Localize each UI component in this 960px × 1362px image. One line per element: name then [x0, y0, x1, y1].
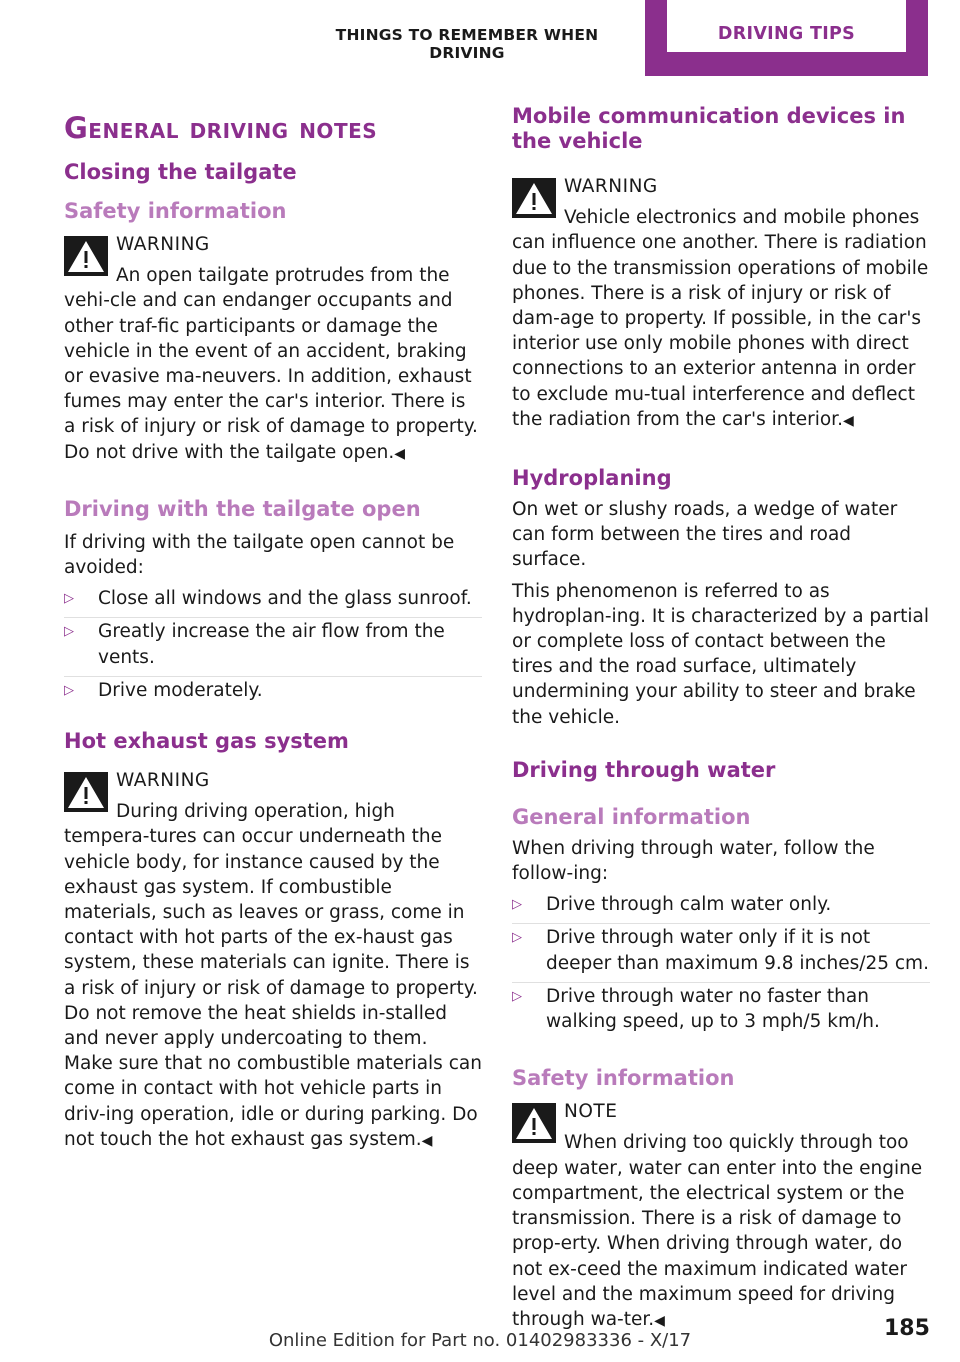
- running-header: THINGS TO REMEMBER WHEN DRIVING: [335, 26, 599, 62]
- list-item: ▷ Drive through calm water only.: [512, 892, 930, 924]
- tailgate-open-intro: If driving with the tailgate open cannot be avoided:: [64, 531, 455, 579]
- water-note: [512, 1099, 930, 1334]
- warning-label: WARNING: [564, 176, 658, 197]
- heading-water-general: General information: [512, 804, 751, 829]
- bullet-arrow: ▷: [512, 930, 522, 946]
- page-title: General driving notes: [64, 111, 378, 145]
- warning-label: WARNING: [116, 770, 210, 792]
- list-item: ▷ Close all windows and the glass sunroof.: [64, 586, 482, 618]
- exhaust-warning: [64, 768, 482, 1154]
- warning-icon: [64, 236, 108, 276]
- heading-closing-tailgate: Closing the tailgate: [64, 160, 297, 184]
- mobile-warning: [512, 174, 930, 434]
- end-mark: ◀: [654, 1312, 665, 1329]
- bullet-arrow: ▷: [64, 591, 74, 607]
- heading-tailgate-safety: Safety information: [64, 199, 287, 223]
- hydroplaning-p2: This phenomenon is referred to as hydroplan-ing. It is characterized by a partial or complete loss of contact between the tires and the road surface, ultimately undermining your ability to steer and brake the vehicle.: [512, 580, 929, 728]
- list-item: ▷ Drive moderately.: [64, 678, 482, 709]
- list-item: ▷ Drive through water no faster than walking speed, up to 3 mph/5 km/h.: [512, 985, 880, 1033]
- heading-water-safety: Safety information: [512, 1066, 735, 1091]
- warning-label: WARNING: [116, 234, 210, 255]
- heading-driving-water: Driving through water: [512, 757, 776, 782]
- water-intro: When driving through water, follow the follow-ing:: [512, 837, 875, 885]
- footer-edition: Online Edition for Part no. 01402983336 - X/17: [268, 1330, 692, 1351]
- bullet-arrow: ▷: [64, 682, 74, 698]
- warning-text: Vehicle electronics and mobile phones can influence one another. There is radiation due to the transmission operations of mobile phones. There is a risk of injury or risk of dam-age to property. If possible, in the car's interior use only mobile phones with direct connections to an exterior antenna in order to exclude mu-tual interference and deflect the radiation from the car's interior.: [512, 207, 929, 430]
- page-number: 185: [884, 1316, 930, 1341]
- warning-text: An open tailgate protrudes from the vehi-cle and can endanger occupants and other traf-fic participants or damage the vehicle in the event of an accident, braking or evasive ma-neuvers. In addition, exhaust fumes may enter the car's interior. There is a risk of injury or risk of damage to property. Do not drive with the tailgate open.: [64, 265, 478, 463]
- bullet-arrow: ▷: [512, 897, 522, 913]
- warning-icon: [64, 772, 108, 812]
- water-list: [512, 892, 930, 1040]
- end-mark: ◀: [842, 412, 854, 429]
- list-item: ▷ Drive through water only if it is not deeper than maximum 9.8 inches/25 cm.: [512, 925, 930, 982]
- heading-hydroplaning: Hydroplaning: [512, 466, 672, 491]
- hydroplaning-p1: On wet or slushy roads, a wedge of water can form between the tires and road surface.: [512, 499, 898, 571]
- chapter-tab-label: DRIVING TIPS: [667, 0, 906, 52]
- chapter-tab: [645, 0, 928, 76]
- heading-mobile-devices: Mobile communication devices in the vehicle: [512, 104, 906, 153]
- heading-hot-exhaust: Hot exhaust gas system: [64, 729, 349, 754]
- left-column: [64, 104, 482, 1164]
- end-mark: ◀: [421, 1132, 433, 1149]
- heading-tailgate-open: Driving with the tailgate open: [64, 496, 421, 521]
- end-mark: ◀: [394, 445, 405, 462]
- right-column: [512, 104, 930, 1344]
- tailgate-warning: [64, 232, 482, 467]
- warning-icon: [512, 1103, 556, 1143]
- bullet-arrow: ▷: [512, 988, 522, 1004]
- list-item: ▷ Greatly increase the air flow from the vents.: [64, 619, 482, 676]
- bullet-arrow: ▷: [64, 624, 74, 640]
- tailgate-open-list: [64, 586, 482, 709]
- warning-icon: [512, 178, 556, 218]
- note-label: NOTE: [564, 1101, 618, 1123]
- note-text: When driving too quickly through too deep water, water can enter into the engine compartment, the electrical system or the transmission. There is a risk of damage to prop-erty. When driving through water, do not ex-ceed the maximum indicated water level and the maximum speed for driving through wa-ter.: [512, 1132, 923, 1330]
- warning-text: During driving operation, high tempera-tures can occur underneath the vehicle body, for instance caused by the exhaust gas system. If combustible materials, such as leaves or grass, come in contact with hot parts of the ex-haust gas system, these materials can ignite. There is a risk of injury or risk of damage to property. Do not remove the heat shields in-stalled and never apply undercoating to them. Make sure that no combustible materials can come in contact with hot vehicle parts in driv-ing operation, idle or during parking. Do not touch the hot exhaust gas system.: [64, 801, 482, 1150]
